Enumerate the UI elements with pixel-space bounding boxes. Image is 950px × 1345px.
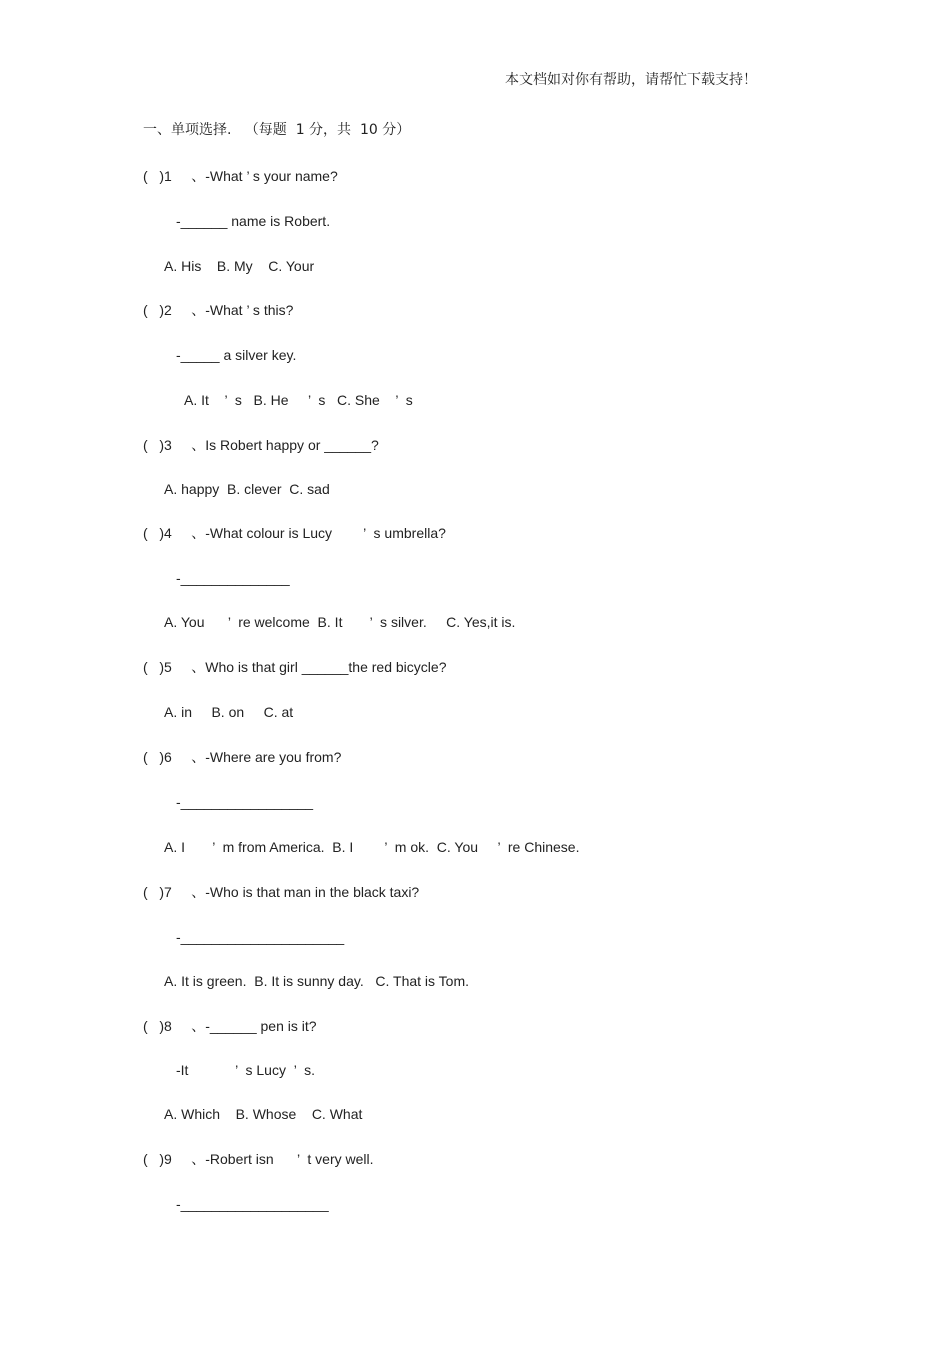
section-title: 一、单项选择. （每题 1 分，共 10 分） xyxy=(143,122,411,138)
question-3: ( )3 、Is Robert happy or ______? xyxy=(143,437,379,453)
options-8: A. Which B. Whose C. What xyxy=(164,1106,363,1122)
question-6: ( )6 、-Where are you from? xyxy=(143,749,342,765)
options-1: A. His B. My C. Your xyxy=(164,258,315,274)
question-1: ( )1 、-What ’ s your name? xyxy=(143,168,338,184)
question-8: ( )8 、-______ pen is it? xyxy=(143,1018,317,1034)
options-5: A. in B. on C. at xyxy=(164,704,294,720)
question-9: ( )9 、-Robert isn ’ t very well. xyxy=(143,1151,374,1167)
answer-line-2: -_____ a silver key. xyxy=(176,347,297,363)
options-2: A. It ’ s B. He ’ s C. She ’ s xyxy=(184,392,413,408)
answer-line-4: -______________ xyxy=(176,570,290,586)
answer-line-7: -_____________________ xyxy=(176,929,345,945)
page-header-note: 本文档如对你有帮助，请帮忙下载支持！ xyxy=(505,72,757,88)
answer-line-6: -_________________ xyxy=(176,794,314,810)
options-4: A. You ’ re welcome B. It ’ s silver. C. Yes,it is. xyxy=(164,614,516,630)
question-7: ( )7 、-Who is that man in the black taxi? xyxy=(143,884,420,900)
answer-line-1: -______ name is Robert. xyxy=(176,213,331,229)
question-4: ( )4 、-What colour is Lucy ’ s umbrella? xyxy=(143,525,446,541)
options-3: A. happy B. clever C. sad xyxy=(164,481,330,497)
question-2: ( )2 、-What ’ s this? xyxy=(143,302,294,318)
answer-line-9: -___________________ xyxy=(176,1196,329,1212)
options-7: A. It is green. B. It is sunny day. C. That is Tom. xyxy=(164,973,470,989)
options-6: A. I ’ m from America. B. I ’ m ok. C. You ’ re Chinese. xyxy=(164,839,580,855)
answer-line-8: -It ’ s Lucy ’ s. xyxy=(176,1062,315,1078)
question-5: ( )5 、Who is that girl ______the red bicycle? xyxy=(143,659,447,675)
